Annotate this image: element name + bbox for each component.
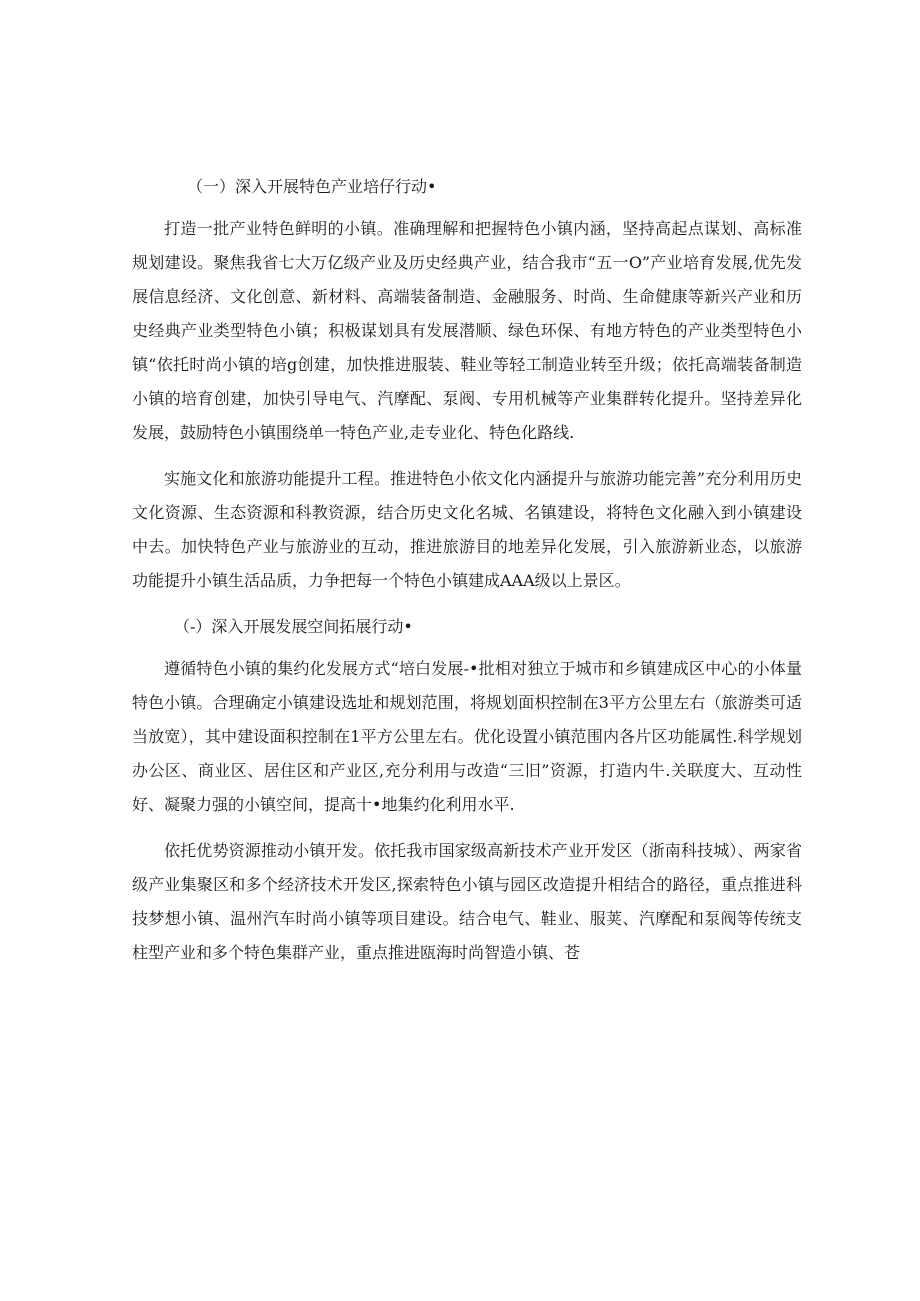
paragraph-1: 打造一批产业特色鲜明的小镇。准确理解和把握特色小镇内涵，坚持高起点谋划、高标准规划建设。聚焦我省七大万亿级产业及历史经典产业，结合我市“五一O”产业培育发展,优先发展信息经济、文化创意、新材料、高端装备制造、金融服务、时尚、生命健康等新兴产业和历史经典产业类型特色小镇；积极谋划具有发展潜顺、绿色环保、有地方特色的产业类型特色小镇“依托时尚小镇的培g创建，加快推进服装、鞋业等轻工制造业转至升级；依托高端装备制造小镇的培育创建，加快引导电气、汽摩配、泵阀、专用机械等产业集群转化提升。坚持差异化发展，鼓励特色小镇围绕单一特色产业,走专业化、特色化路线. [132, 219, 802, 442]
section-heading-2: （-）深入开展发展空间拓展行动• [174, 617, 413, 636]
paragraph-4: 依托优势资源推动小镇开发。依托我市国家级高新技术产业开发区（浙南科技城）、两家省级产业集聚区和多个经济技术开发区,探索特色小镇与园区改造提升相结合的路径，重点推进科技梦想小镇、温州汽车时尚小镇等项目建设。结合电气、鞋业、服荚、汽摩配和泵阀等传统支柱型产业和多个特色集群产业，重点推进瓯海时尚智造小镇、苍 [132, 841, 802, 962]
paragraph-2: 实施文化和旅游功能提升工程。推进特色小依文化内涵提升与旅游功能完善”充分利用历史文化资源、生态资源和科教资源，结合历史文化名城、名镇建设，将特色文化融入到小镇建设中去。加快特色产业与旅游业的互动，推进旅游目的地差异化发展，引入旅游新业态，以旅游功能提升小镇生活品质，力争把每一个特色小镇建成AAA级以上景区。 [132, 469, 802, 590]
section-heading-1: （一）深入开展特色产业培仔行动• [187, 177, 437, 196]
paragraph-3: 遵循特色小镇的集约化发展方式“培白发展-•批相对独立于城市和乡镇建成区中心的小体量特色小镇。合理确定小镇建设选址和规划范围，将规划面枳控制在3平方公里左右（旅游类可适当放宽），其中建设面积控制在1平方公里左右。优化设置小镇范围内各片区功能属性.科学规划办公区、商业区、居住区和产业区,充分利用与改造“三旧”资源，打造内牛.关联度大、互动性好、凝聚力强的小镇空间，提高十•地集约化利用水平. [132, 659, 802, 814]
document-page [132, 170, 802, 982]
